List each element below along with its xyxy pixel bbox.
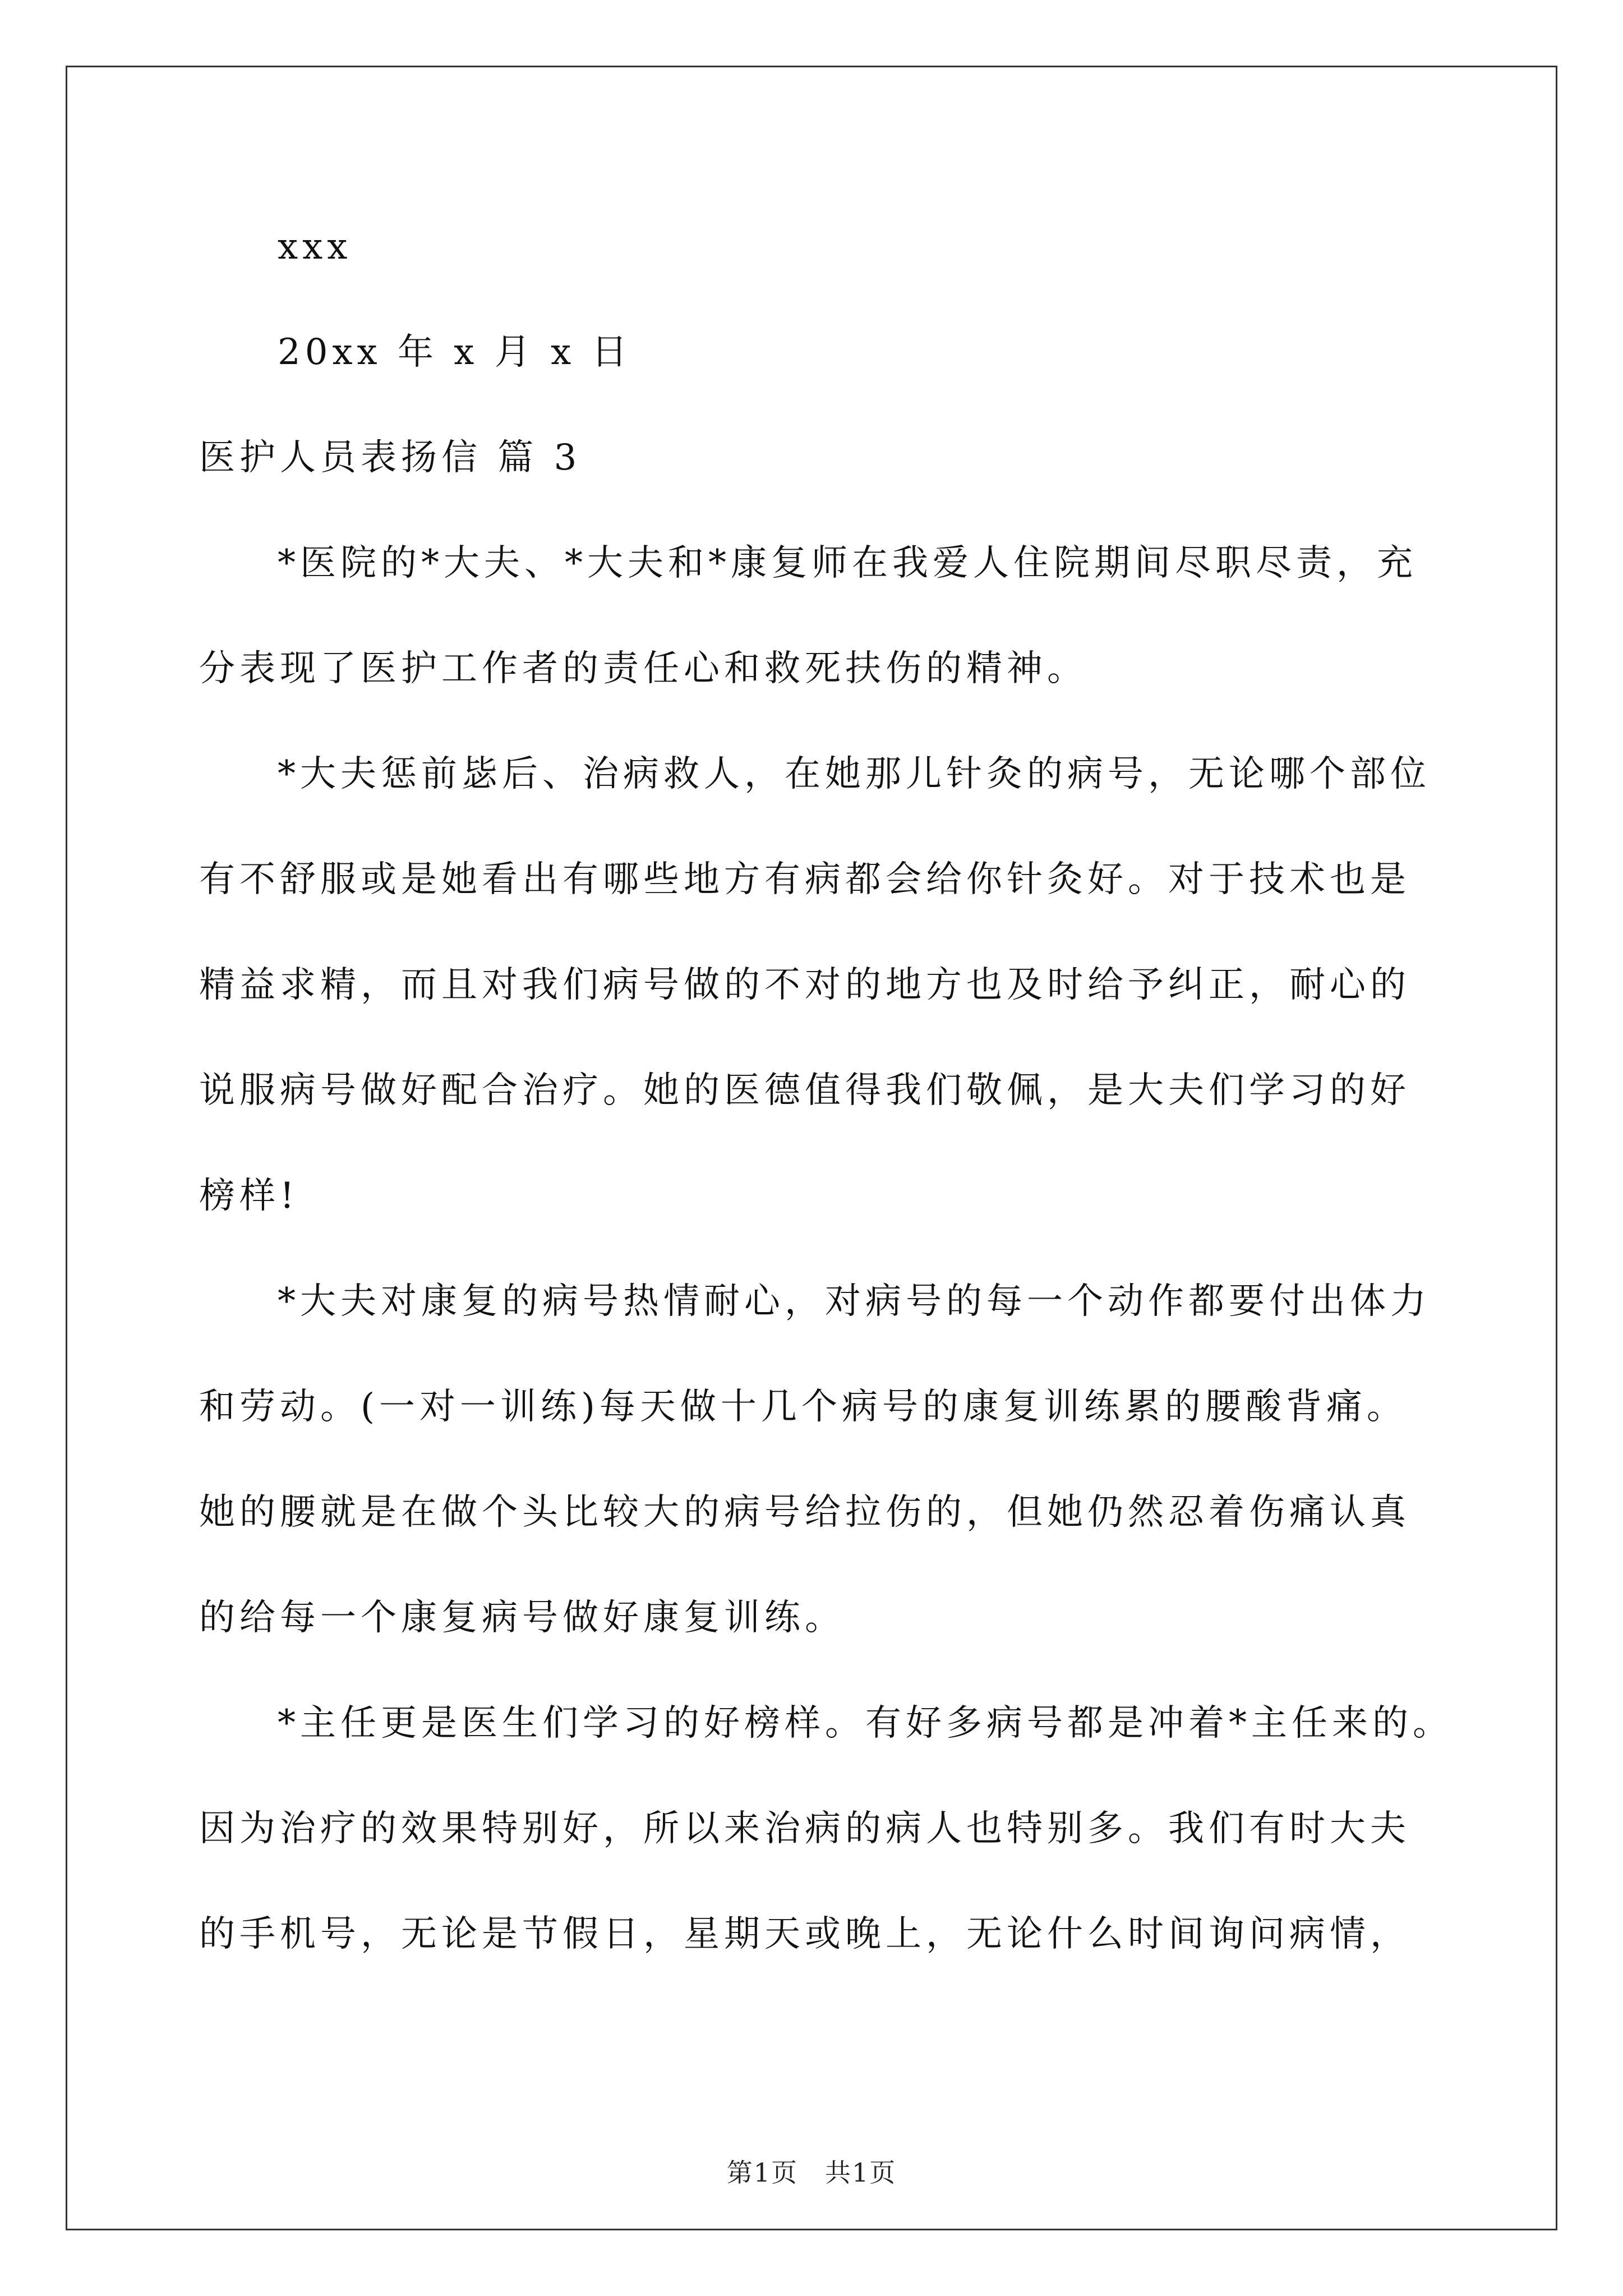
paragraph-line: 因为治疗的效果特别好，所以来治病的病人也特别多。我们有时大夫 xyxy=(199,1808,1410,1849)
page-border xyxy=(66,66,1557,2230)
paragraph-line: 和劳动。(一对一训练)每天做十几个病号的康复训练累的腰酸背痛。 xyxy=(199,1386,1407,1428)
paragraph-line: 有不舒服或是她看出有哪些地方有病都会给你针灸好。对于技术也是 xyxy=(199,859,1410,900)
paragraph-line: 的给每一个康复病号做好康复训练。 xyxy=(199,1597,845,1639)
paragraph-line: 的手机号，无论是节假日，星期天或晚上，无论什么时间询问病情， xyxy=(199,1913,1410,1955)
paragraph-line: *主任更是医生们学习的好榜样。有好多病号都是冲着*主任来的。 xyxy=(278,1703,1453,1744)
page-number-footer: 第1页 共1页 xyxy=(726,2157,897,2188)
signature-date: 20xx 年 x 月 x 日 xyxy=(278,332,632,373)
paragraph-line: *医院的*大夫、*大夫和*康复师在我爱人住院期间尽职尽责，充 xyxy=(278,542,1417,584)
paragraph-line: 她的腰就是在做个头比较大的病号给拉伤的，但她仍然忍着伤痛认真 xyxy=(199,1492,1410,1533)
paragraph-line: *大夫对康复的病号热情耐心，对病号的每一个动作都要付出体力 xyxy=(278,1281,1431,1322)
signature-name: xxx xyxy=(278,226,352,268)
paragraph-line: 精益求精，而且对我们病号做的不对的地方也及时给予纠正，耐心的 xyxy=(199,964,1410,1006)
section-heading: 医护人员表扬信 篇 3 xyxy=(199,437,582,478)
paragraph-line: 分表现了医护工作者的责任心和救死扶伤的精神。 xyxy=(199,648,1087,689)
paragraph-line: 说服病号做好配合治疗。她的医德值得我们敬佩，是大夫们学习的好 xyxy=(199,1070,1410,1111)
paragraph-line: *大夫惩前毖后、治病救人，在她那儿针灸的病号，无论哪个部位 xyxy=(278,753,1431,795)
paragraph-line: 榜样! xyxy=(199,1175,299,1217)
